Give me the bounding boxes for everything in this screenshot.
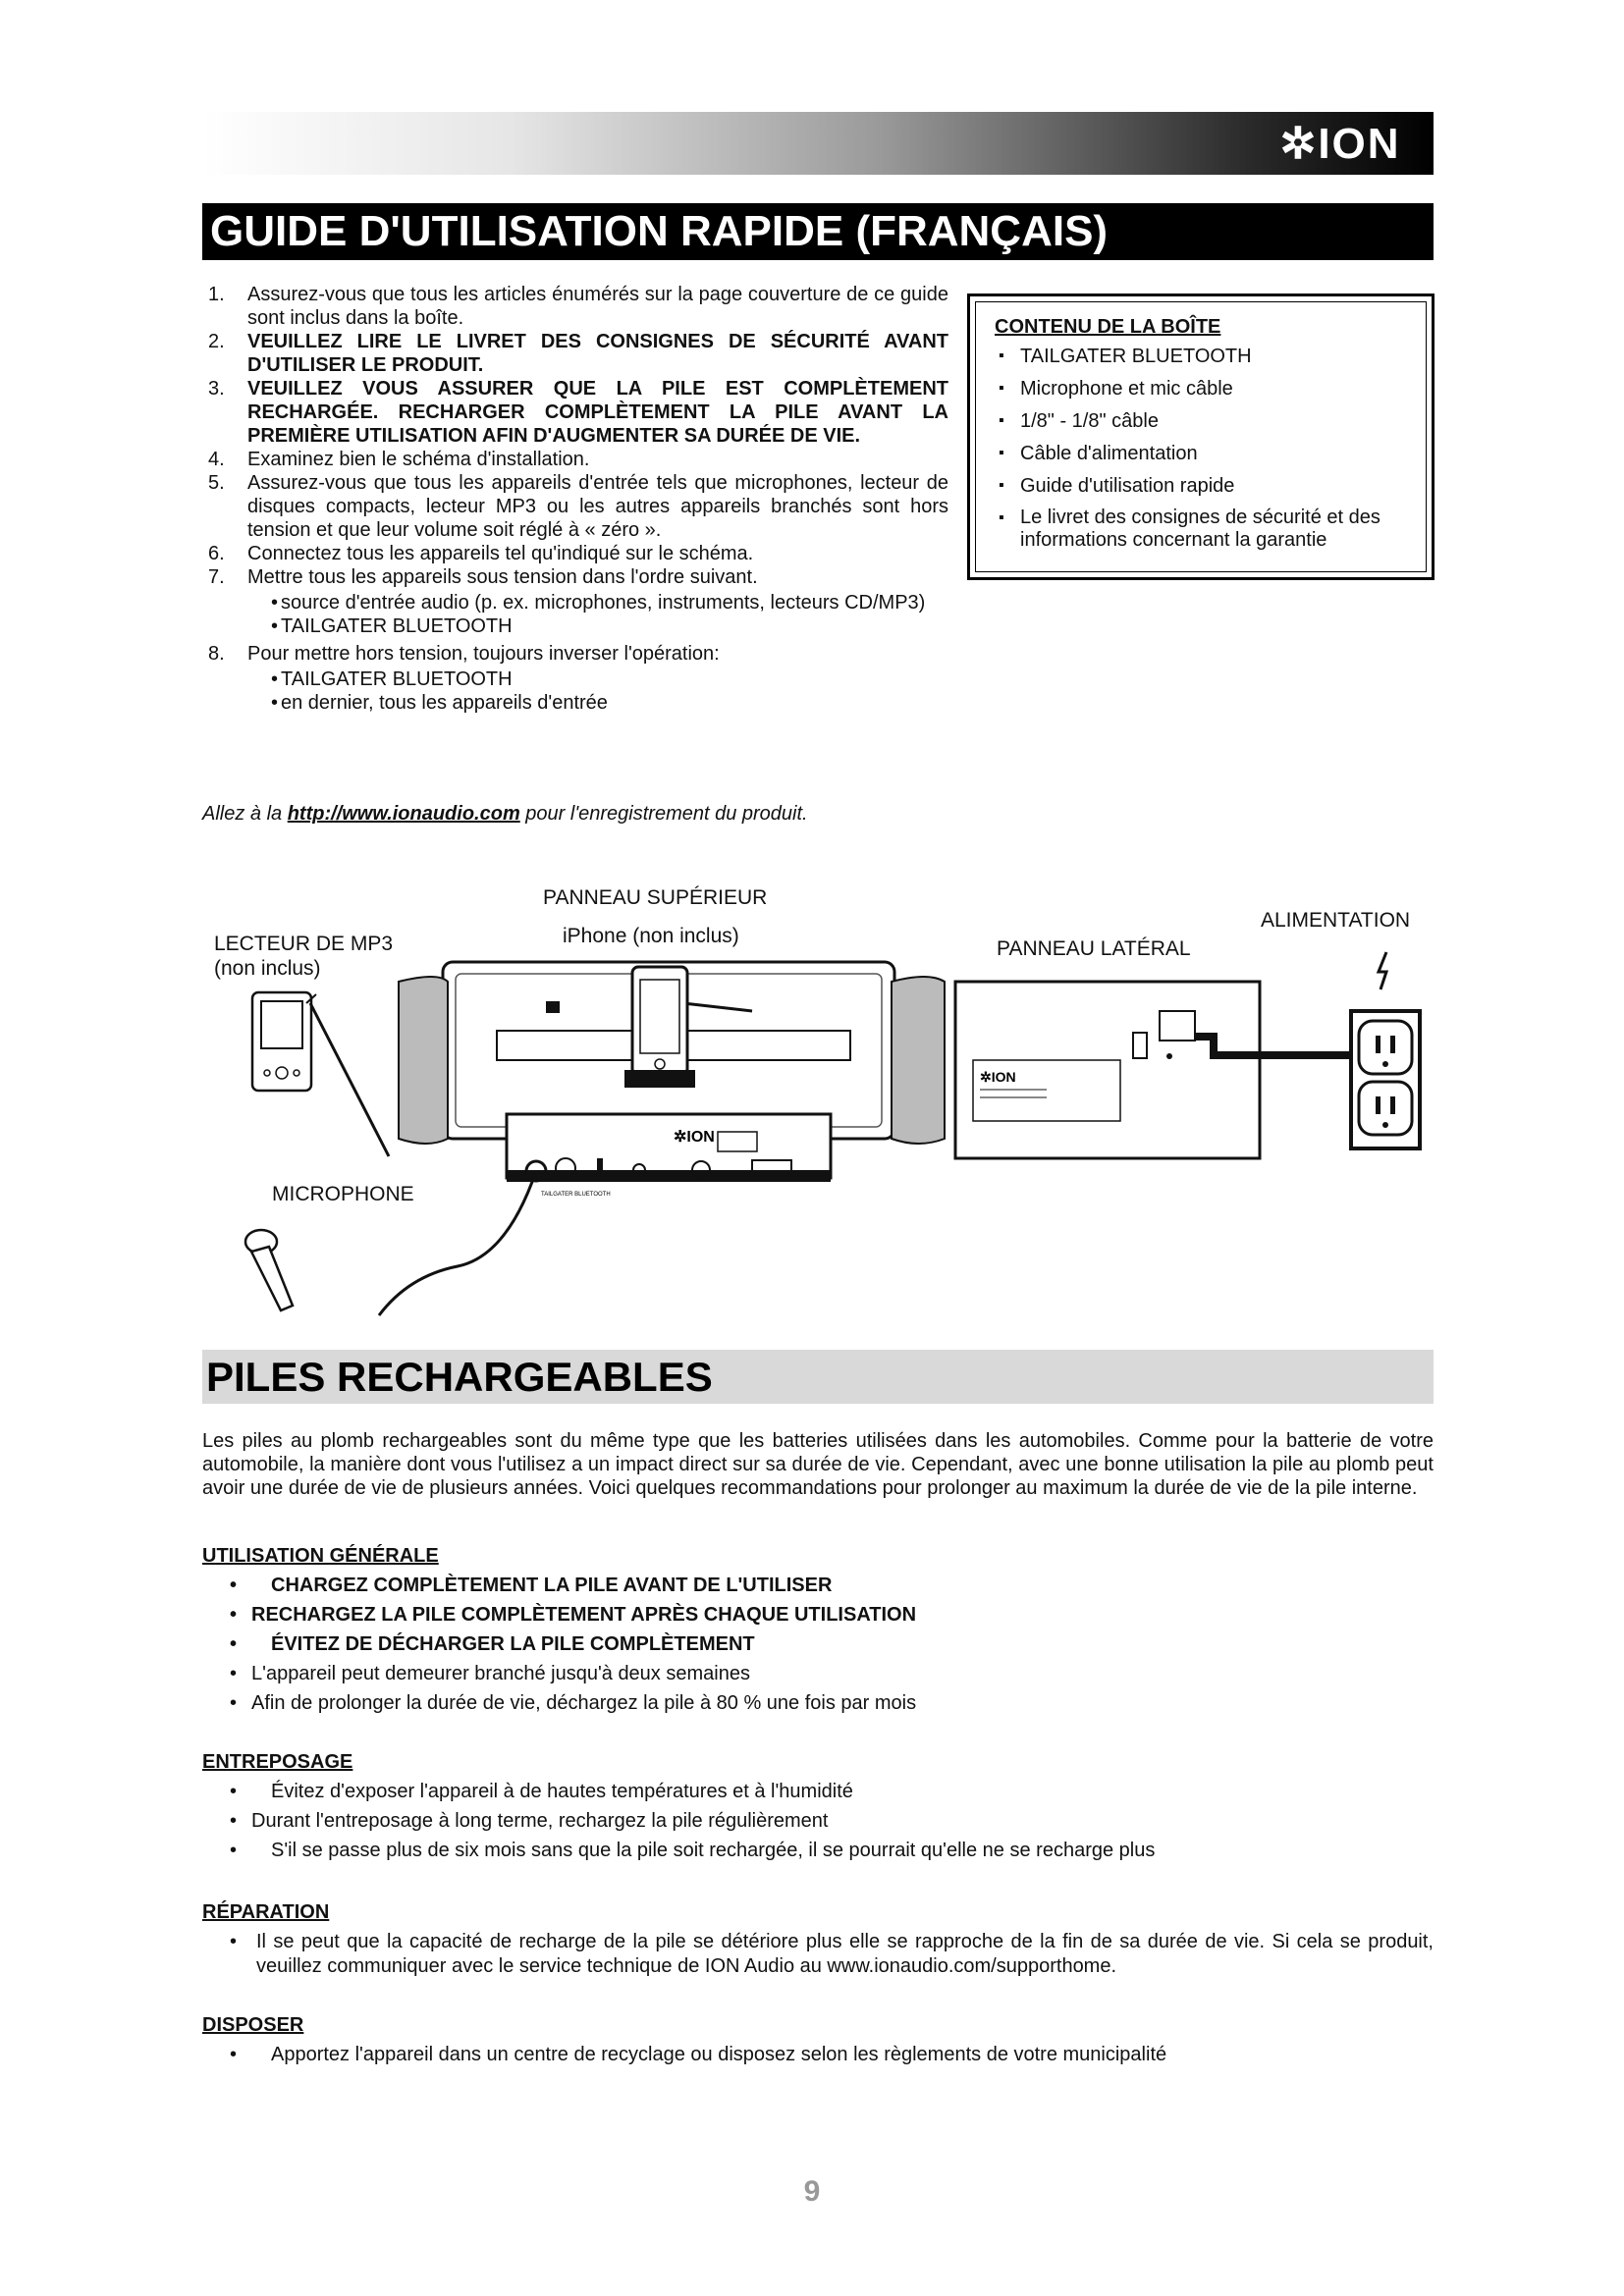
section-general-use: [202, 1545, 1434, 1721]
list-item: • Durant l'entreposage à long terme, rechargez la pile régulièrement: [202, 1809, 1434, 1834]
step-item: 6. Connectez tous les appareils tel qu'indiqué sur le schéma.: [208, 543, 754, 564]
section-repair: [202, 1901, 1434, 1984]
list-item: • Il se peut que la capacité de recharge de la pile se détériore plus elle se rapproche de la fin de sa durée de vie. Si cela se produit, veuillez communiquer avec le service technique de ION Audio au www.ionaudio.com/supporthome.: [202, 1930, 1434, 1979]
step-item: 2. VEUILLEZ LIRE LE LIVRET DES CONSIGNES DE SÉCURITÉ AVANT D'UTILISER LE PRODUIT.: [208, 331, 948, 376]
side-panel-icon: [955, 982, 1260, 1158]
sub-item: • source d'entrée audio (p. ex. microphones, instruments, lecteurs CD/MP3): [202, 591, 948, 614]
svg-text:TAILGATER BLUETOOTH: TAILGATER BLUETOOTH: [541, 1192, 611, 1198]
power-label: ALIMENTATION: [1261, 909, 1411, 932]
sub-item: • en dernier, tous les appareils d'entrée: [202, 691, 948, 715]
list-item: • Évitez d'exposer l'appareil à de hautes températures et à l'humidité: [202, 1780, 1434, 1804]
batteries-intro: Les piles au plomb rechargeables sont du même type que les batteries utilisées dans les automobiles. Comme pour la batterie de votre automobile, la manière dont vous l'utilisez a un impact direct sur sa durée de vie. Cependant, avec une bonne utilisation la pile au plomb peut avoir une durée de vie de plusieurs années. Voici quelques recommandations pour prolonger au maximum la durée de vie de la pile interne.: [202, 1430, 1434, 1499]
box-item: ▪ 1/8" - 1/8" câble: [995, 409, 1414, 433]
speaker-unit-icon: [399, 962, 945, 1198]
header-gradient-bar: [202, 112, 1434, 175]
section-heading: UTILISATION GÉNÉRALE: [202, 1545, 439, 1567]
section-dispose: [202, 2014, 1434, 2072]
box-item: ▪ Câble d'alimentation: [995, 442, 1414, 465]
list-item: • CHARGEZ COMPLÈTEMENT LA PILE AVANT DE L'UTILISER: [202, 1574, 1434, 1598]
registration-note: Allez à la http://www.ionaudio.com pour l'enregistrement du produit.: [202, 803, 808, 825]
section-storage: [202, 1751, 1434, 1868]
ion-logo: ✲ION: [1279, 119, 1401, 168]
sub-item: • TAILGATER BLUETOOTH: [202, 614, 948, 638]
page-title: GUIDE D'UTILISATION RAPIDE (FRANÇAIS): [202, 203, 1434, 260]
setup-diagram: [202, 942, 1434, 1345]
section-title-batteries: PILES RECHARGEABLES: [202, 1350, 1434, 1404]
microphone-label: MICROPHONE: [272, 1183, 414, 1205]
section-heading: DISPOSER: [202, 2014, 304, 2036]
step-item: 3. VEUILLEZ VOUS ASSURER QUE LA PILE EST COMPLÈTEMENT RECHARGÉE. RECHARGER COMPLÈTEMENT LA PILE AVANT LA PREMIÈRE UTILISATION AFIN D'AUGMENTER SA DURÉE DE VIE.: [208, 378, 948, 447]
svg-text:✲ION: ✲ION: [674, 1129, 715, 1146]
side-panel-label: PANNEAU LATÉRAL: [997, 937, 1191, 960]
sub-item: • TAILGATER BLUETOOTH: [202, 667, 948, 691]
svg-text:✲ION: ✲ION: [980, 1069, 1016, 1085]
top-panel-label: PANNEAU SUPÉRIEUR: [543, 886, 768, 909]
section-heading: RÉPARATION: [202, 1901, 330, 1923]
step-item: 4. Examinez bien le schéma d'installation.: [208, 449, 590, 470]
list-item: • Apportez l'appareil dans un centre de recyclage ou disposez selon les règlements de votre municipalité: [202, 2043, 1434, 2067]
list-item: • RECHARGEZ LA PILE COMPLÈTEMENT APRÈS CHAQUE UTILISATION: [202, 1603, 1434, 1628]
list-item: • ÉVITEZ DE DÉCHARGER LA PILE COMPLÈTEMENT: [202, 1632, 1434, 1657]
mp3-note: (non inclus): [214, 957, 321, 980]
box-item: ▪ Guide d'utilisation rapide: [995, 474, 1414, 498]
step-item: 7. Mettre tous les appareils sous tension dans l'ordre suivant. • source d'entrée audio (p. ex. microphones, instruments, lecteurs CD/MP3) • TAILGATER BLUETOOTH: [202, 565, 948, 638]
setup-steps-list: [202, 283, 948, 719]
step-item: 5. Assurez-vous que tous les appareils d'entrée tels que microphones, lecteur de disques compacts, lecteur MP3 ou les autres appareils branchés sont hors tension et que leur volume soit réglé à « zéro ».: [208, 472, 948, 541]
box-contents-panel: [967, 294, 1435, 580]
list-item: • L'appareil peut demeurer branché jusqu'à deux semaines: [202, 1662, 1434, 1686]
step-item: 1. Assurez-vous que tous les articles énumérés sur la page couverture de ce guide sont inclus dans la boîte.: [208, 284, 948, 329]
box-item: ▪ TAILGATER BLUETOOTH: [995, 345, 1414, 368]
power-bolt-icon: [1379, 952, 1386, 989]
ionaudio-link[interactable]: http://www.ionaudio.com: [287, 803, 520, 825]
list-item: • Afin de prolonger la durée de vie, déchargez la pile à 80 % une fois par mois: [202, 1691, 1434, 1716]
list-item: • S'il se passe plus de six mois sans que la pile soit rechargée, il se pourrait qu'elle ne se recharge plus: [202, 1839, 1434, 1863]
step-item: 8. Pour mettre hors tension, toujours inverser l'opération: • TAILGATER BLUETOOTH • en dernier, tous les appareils d'entrée: [202, 642, 948, 715]
microphone-icon: [245, 1230, 293, 1310]
mp3-player-icon: [252, 992, 316, 1091]
page-number: 9: [803, 2175, 821, 2208]
mp3-label: LECTEUR DE MP3: [214, 933, 394, 955]
iphone-label: iPhone (non inclus): [563, 925, 739, 947]
box-item: ▪ Le livret des consignes de sécurité et des informations concernant la garantie: [995, 507, 1414, 552]
box-item: ▪ Microphone et mic câble: [995, 377, 1414, 400]
box-contents-title: CONTENU DE LA BOÎTE: [995, 316, 1221, 338]
section-heading: ENTREPOSAGE: [202, 1751, 353, 1773]
wall-outlet-icon: [1351, 1011, 1420, 1148]
